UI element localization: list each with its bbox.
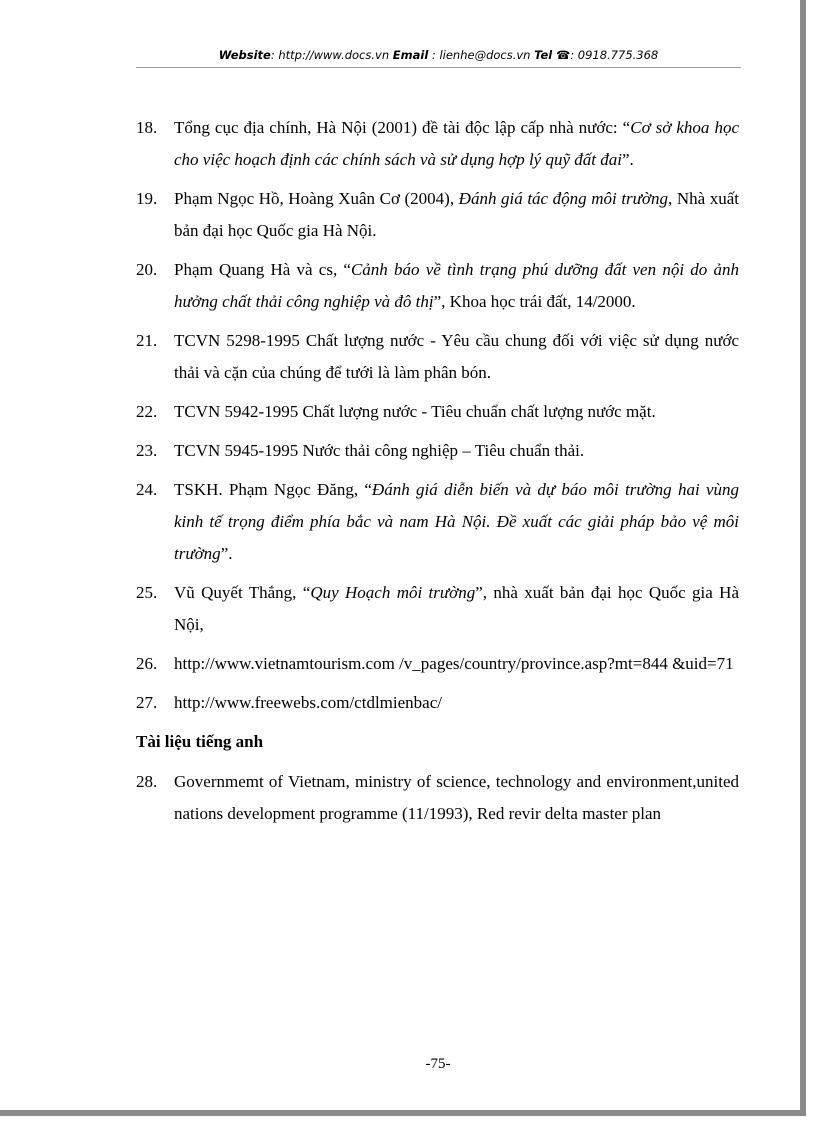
- reference-text-suffix: , Nhà xuất bản đại học Quốc gia Hà Nội.: [174, 189, 740, 240]
- tel-value: : 0918.775.368: [570, 48, 659, 62]
- reference-text: [174, 687, 739, 719]
- reference-text-plain: Vũ Quyết Thắng, “: [174, 583, 311, 602]
- vietnamese-references: [136, 112, 739, 719]
- reference-item: [136, 577, 739, 641]
- website-value: : http://www.docs.vn: [270, 48, 390, 62]
- reference-item: [136, 112, 739, 176]
- reference-item: [136, 766, 739, 830]
- reference-number: 28.: [136, 772, 158, 791]
- reference-text-plain: TSKH. Phạm Ngọc Đăng, “: [174, 480, 372, 499]
- reference-text-suffix: ”.: [220, 544, 233, 563]
- reference-item: [136, 687, 739, 719]
- phone-icon: ☎: [555, 48, 571, 62]
- reference-number: 21.: [136, 331, 158, 350]
- reference-number: 23.: [136, 441, 158, 460]
- reference-title-italic: Đánh giá diễn biến và dự báo môi trường hai vùng kinh tế trọng điểm phía bắc và nam Hà Nội. Đề xuất các giải pháp bảo vệ môi trường: [174, 480, 739, 563]
- english-references: [136, 766, 739, 830]
- reference-text-plain: Tổng cục địa chính, Hà Nội (2001) đề tài độc lập cấp nhà nước: “: [174, 118, 631, 137]
- reference-item: [136, 648, 739, 680]
- reference-text-plain: TCVN 5945-1995 Nước thải công nghiệp – Tiêu chuẩn thải.: [174, 441, 585, 460]
- reference-number: 22.: [136, 402, 158, 421]
- reference-text-plain: Phạm Quang Hà và cs, “: [174, 260, 351, 279]
- page-shadow-bottom: [0, 1110, 806, 1116]
- reference-number: 25.: [136, 583, 158, 602]
- reference-text: [174, 254, 739, 318]
- reference-text-suffix: ”, Khoa học trái đất, 14/2000.: [433, 292, 636, 311]
- reference-text-suffix: ”.: [621, 150, 634, 169]
- reference-number: 24.: [136, 480, 158, 499]
- reference-text: [174, 325, 739, 389]
- reference-number: 20.: [136, 260, 158, 279]
- page-header: [136, 48, 741, 68]
- section-heading: Tài liệu tiếng anh: [136, 732, 264, 751]
- reference-text: [174, 474, 739, 570]
- email-label: Email: [392, 48, 429, 62]
- reference-text: [174, 435, 739, 467]
- website-label: Website: [218, 48, 271, 62]
- reference-text-plain: TCVN 5298-1995 Chất lượng nước - Yêu cầu chung đối với việc sử dụng nước thải và cặn của chúng để tưới là làm phân bón.: [174, 331, 739, 382]
- reference-item: [136, 254, 739, 318]
- reference-item: [136, 435, 739, 467]
- reference-number: 26.: [136, 654, 158, 673]
- reference-item: [136, 474, 739, 570]
- email-value: : lienhe@docs.vn: [431, 48, 531, 62]
- tel-label: Tel: [534, 48, 553, 62]
- reference-title-italic: Cảnh báo về tình trạng phú dưỡng đất ven nội do ảnh hưởng chất thải công nghiệp và đô thị: [174, 260, 739, 311]
- reference-number: 27.: [136, 693, 158, 712]
- reference-title-italic: Quy Hoạch môi trường: [310, 583, 476, 602]
- reference-text-plain: http://www.vietnamtourism.com /v_pages/country/province.asp?mt=844 &uid=71: [174, 654, 734, 673]
- reference-text-plain: http://www.freewebs.com/ctdlmienbac/: [174, 693, 442, 712]
- reference-number: 19.: [136, 189, 158, 208]
- reference-title-italic: Cơ sở khoa học cho việc hoạch định các chính sách và sử dụng hợp lý quỹ đất đai: [174, 118, 739, 169]
- reference-list: [136, 112, 739, 837]
- page-shadow-right: [800, 0, 806, 1110]
- reference-text: [174, 183, 739, 247]
- reference-number: 18.: [136, 118, 158, 137]
- reference-item: [136, 183, 739, 247]
- reference-text: [174, 396, 739, 428]
- reference-text-plain: TCVN 5942-1995 Chất lượng nước - Tiêu chuẩn chất lượng nước mặt.: [174, 402, 656, 421]
- reference-text: [174, 577, 739, 641]
- reference-title-italic: Đánh giá tác động môi trường: [458, 189, 669, 208]
- reference-item: [136, 396, 739, 428]
- reference-text-suffix: ”, nhà xuất bản đại học Quốc gia Hà Nội,: [174, 583, 739, 634]
- reference-text-plain: Phạm Ngọc Hồ, Hoàng Xuân Cơ (2004),: [174, 189, 459, 208]
- reference-text: [174, 648, 739, 680]
- reference-text: [174, 766, 739, 830]
- page-number: -75-: [425, 1056, 451, 1072]
- reference-item: [136, 325, 739, 389]
- reference-text-plain: Governmemt of Vietnam, ministry of science, technology and environment,united nations development programme (11/1993), Red revir delta master plan: [174, 772, 739, 823]
- reference-text: [174, 112, 739, 176]
